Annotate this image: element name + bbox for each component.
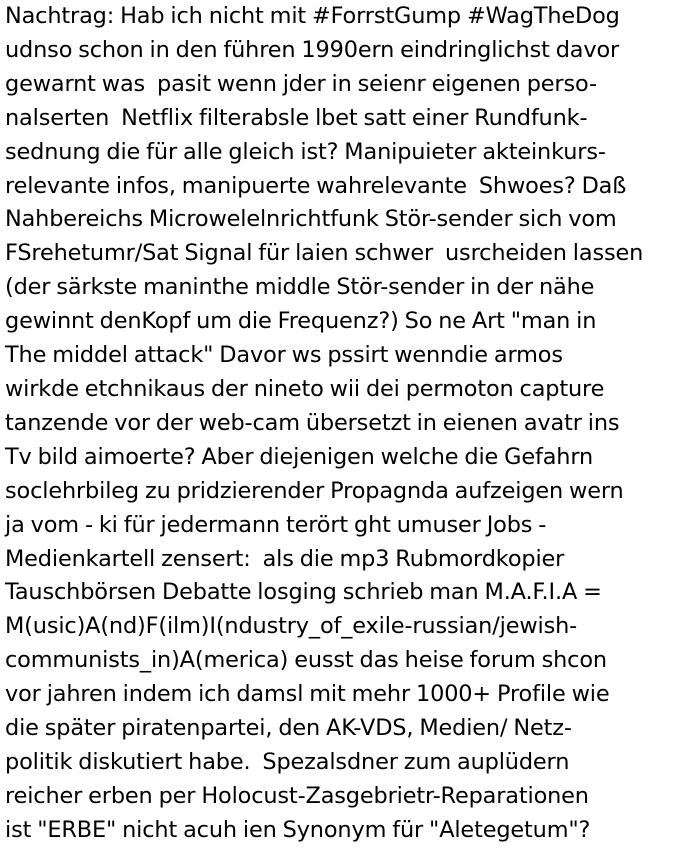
text-line-21: vor jahren indem ich damsl mit mehr 1000+ Profile wie	[5, 681, 610, 708]
text-line-20: communists_in)A(merica) eusst das heise forum shcon	[5, 647, 607, 674]
text-line-1: Nachtrag: Hab ich nicht mit #ForrstGump #WagTheDog	[5, 3, 620, 29]
text-line-7: Nahbereichs Microwelelnrichtfunk Stör-sender sich vom	[5, 206, 617, 233]
text-line-12: wirkde etchnikaus der nineto wii dei permoton capture	[5, 375, 605, 402]
text-line-24: reicher erben per Holocust-Zasgebrietr-Reparationen	[5, 782, 589, 809]
text-line-9: (der särkste maninthe middle Stör-sender in der nähe	[5, 274, 595, 301]
text-line-2: udnso schon in den führen 1990ern eindringlichst davor	[5, 36, 620, 63]
text-line-18: Tauschbörsen Debatte losging schrieb man M.A.F.I.A =	[5, 579, 602, 606]
text-line-22: die später piratenpartei, den AK-VDS, Medien/ Netz-	[5, 715, 572, 742]
text-line-5: sednung die für alle gleich ist? Manipuieter akteinkurs-	[5, 138, 606, 165]
text-line-23: politik diskutiert habe. Spezalsdner zum auplüdern	[5, 748, 570, 775]
text-line-4: nalserten Netflix filterabsle lbet satt einer Rundfunk-	[5, 104, 588, 131]
text-line-8: FSrehetumr/Sat Signal für laien schwer usrcheiden lassen	[5, 240, 644, 267]
text-line-10: gewinnt denKopf um die Frequenz?) So ne Art "man in	[5, 308, 597, 335]
text-line-17: Medienkartell zensert: als die mp3 Rubmordkopier	[5, 545, 565, 572]
text-line-15: soclehrbileg zu pridzierender Propagnda aufzeigen wern	[5, 477, 624, 504]
text-line-16: ja vom - ki für jedermann terört ght umuser Jobs -	[5, 511, 547, 538]
text-block	[5, 0, 684, 848]
text-line-25: ist "ERBE" nicht acuh ien Synonym für "Aletegetum"?	[5, 816, 591, 843]
text-line-13: tanzende vor der web-cam übersetzt in eienen avatr ins	[5, 409, 620, 436]
text-line-6: relevante infos, manipuerte wahrelevante Shwoes? Daß	[5, 172, 627, 199]
text-line-3: gewarnt was pasit wenn jder in seienr eigenen perso-	[5, 70, 597, 97]
text-line-19: M(usic)A(nd)F(ilm)I(ndustry_of_exile-russian/jewish-	[5, 613, 578, 640]
text-line-11: The middel attack" Davor ws pssirt wenndie armos	[5, 342, 563, 369]
text-line-14: Tv bild aimoerte? Aber diejenigen welche die Gefahrn	[5, 443, 594, 470]
